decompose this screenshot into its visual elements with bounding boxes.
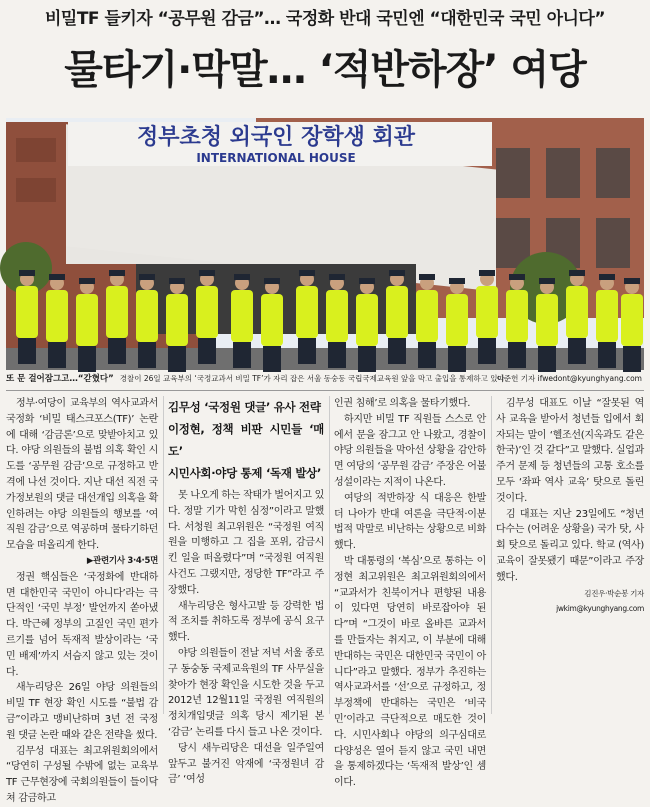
paragraph: 당시 새누리당은 대선을 일주일여 앞두고 불거진 악재에 ‘국정원녀 감금’ ‘여성	[168, 742, 324, 786]
column-2	[168, 396, 324, 786]
paragraph: 야당 의원들이 전날 저녁 서울 종로구 동숭동 국제교육원의 TF 사무실을 찾아가 현장 확인을 시도한 것을 두고 2012년 12월11일 국정원 여직원의 정치개입댓글 의혹 당시 제기된 본 ‘감금’ 논리를 다시 들고 나온 것이다.	[168, 647, 324, 738]
sign-korean: 정부초청 외국인 장학생 회관	[136, 125, 416, 150]
paragraph: 못 나오게 하는 작태가 벌어지고 있다. 정말 기가 막힌 심정”이라고 말했다. 서청원 최고위원은 “국정원 여직원을 미행하고 그 집을 포위, 감금시킨 일을 떠올렸다”며 “국정원 여직원 사건도 그랬지만, 정당한 TF”라고 주장했다.	[168, 490, 324, 596]
subhead: 이정현, 정책 비판 시민들 ‘매도’	[168, 422, 324, 458]
paragraph: 정부·여당이 교육부의 역사교과서 국정화 ‘비밀 태스크포스(TF)’ 논란에 대해 ‘감금론’으로 맞받아치고 있다. 야당 의원들의 불법 의혹 확인 시도를 ‘공무원 감금’으로 규정하고 반격에 나선 것이다. 지난 대선 직전 국가정보원의 댓글 대선개입 의혹을 확인하려는 야당 의원들의 행보를 ‘여직원 감금’으로 역공하며 물타기하던 모습을 떠올리게 한다.	[6, 398, 158, 552]
news-photo	[6, 118, 644, 370]
column-divider	[329, 396, 330, 714]
kicker: 비밀TF 들키자 “공무원 감금”… 국정화 반대 국민엔 “대한민국 국민 아니다”	[44, 9, 606, 29]
paragraph: 인권 침해’로 의혹을 물타기했다.	[334, 398, 471, 409]
headline: 물타기·막말… ‘적반하장’ 여당	[64, 47, 586, 93]
caption-text: 경찰이 26일 교육부의 ‘국정교과서 비밀 TF’가 자리 잡은 서울 동숭동 국립국제교육원 앞을 막고 출입을 통제하고 있다.	[119, 374, 508, 383]
column-3	[334, 396, 486, 789]
subhead: 김무성 ‘국정원 댓글’ 유사 전략	[168, 400, 321, 414]
subheads	[168, 396, 324, 484]
paragraph: 김무성 대표는 최고위원회의에서 “당연히 구성될 수밖에 없는 교육부 TF 근무현장에 국회의원들이 들이닥쳐 감금하고	[6, 745, 158, 804]
caption-lead: 또 문 걸어잠그고…“갇혔다”	[6, 374, 114, 384]
paragraph: 새누리당은 26일 야당 의원들의 비밀 TF 현장 확인 시도를 “불법 감금”이라고 맹비난하며 3년 전 국정원 댓글 논란 때와 같은 전략을 썼다.	[6, 682, 158, 741]
column-divider	[163, 396, 164, 714]
paragraph: 새누리당은 형사고발 등 강력한 법적 조치를 취하도록 정부에 공식 요구했다.	[168, 600, 324, 644]
paragraph: 여당의 적반하장 식 대응은 한발 더 나아가 반대 여론을 극단적·이분법적 막말로 비난하는 상황으로 비화했다.	[334, 492, 486, 552]
column-divider	[491, 396, 492, 714]
sign-english: INTERNATIONAL HOUSE	[196, 151, 356, 165]
paragraph: 김 대표는 지난 23일에도 “청년 다수는 (어려운 상황을) 국가 탓, 사회 탓으로 돌리고 있다. 학교 (역사) 교육이 잘못됐기 때문”이라고 주장했다.	[496, 508, 644, 583]
related-articles-ref: ▶관련기사 3·4·5면	[86, 555, 158, 566]
column-4	[496, 396, 644, 718]
paragraph: 하지만 비밀 TF 직원들 스스로 안에서 문을 잠그고 안 나왔고, 경찰이 야당 의원들을 막아선 상황을 감안하면 여당의 ‘공무원 감금’ 주장은 어불성설이라는 지적이 나온다.	[334, 413, 486, 488]
photo-credit: 이준헌 기자 ifwedont@kyunghyang.com	[496, 374, 642, 383]
divider	[6, 390, 644, 391]
paragraph: 박 대통령의 ‘복심’으로 통하는 이정현 최고위원은 최고위원회의에서 “교과서가 친북이거나 편향된 내용이 있다면 당연히 바로잡아야 된다”며 “그것이 바로 올바른 교과서를 만들자는 취지고, 이 부분에 대해 반대하는 국민은 대한민국 국민이 아니다”라고 말했다. 정부가 추진하는 역사교과서를 ‘선’으로 규정하고, 정부정책에 반대하는 국민은 ‘비국민’이라고 극단적으로 매도한 것이다. 시민사회나 야당의 의구심대로 다양성은 열어 듣지 않고 국민 내면을 통제하겠다는 ‘독재적 발상’인 셈이다.	[334, 555, 486, 789]
photo-caption	[6, 372, 644, 386]
column-1	[6, 396, 158, 804]
subhead: 시민사회·야당 통제 ‘독재 발상’	[168, 466, 322, 480]
byline: 김진우·박순봉 기자 jwkim@kyunghyang.com	[556, 588, 644, 614]
paragraph: 정권 핵심들은 ‘국정화에 반대하면 대한민국 국민이 아니다’라는 극단적인 ‘국민 부정’ 발언까지 쏟아냈다. 박근혜 정부의 고질인 국민 편가르기를 넘어 독재적 발상이라는 ‘국민 배제’까지 서슴지 않고 있는 것이다.	[6, 571, 158, 678]
paragraph: 김무성 대표도 이날 “잘못된 역사 교육을 받아서 청년들 입에서 회자되는 말이 ‘헬조선(지옥과도 같은 한국)’인 것 같다”고 말했다. 실업과 주거 문제 등 청년들의 고통 호소를 모두 ‘좌파 역사 교육’ 탓으로 돌린 것이다.	[496, 398, 644, 504]
